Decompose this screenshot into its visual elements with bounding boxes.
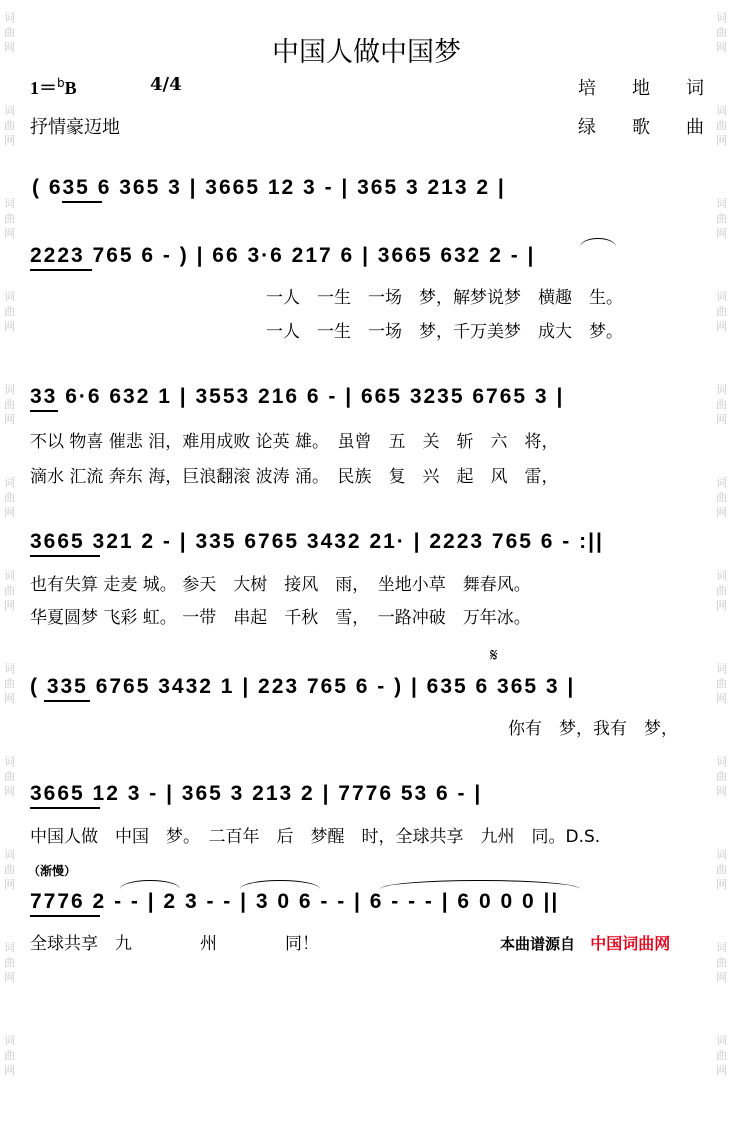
score-row-5: ( 335 6765 3432 1 | 223 765 6 - ) | 635 6 365 3 | [30, 675, 576, 698]
lyrics-row-4-verse-2: 华夏圆梦 飞彩 虹。 一带 串起 千秋 雪， 一路冲破 万年冰。 [30, 608, 531, 628]
lyrics-row-3-verse-1: 不以 物喜 催悲 泪，难用成败 论英 雄。 虽曾 五 关 斩 六 将， [30, 432, 559, 452]
slur-row-7b [240, 880, 320, 889]
lyricist: 培 地 词 [578, 78, 704, 99]
score-row-3: 33 6·6 632 1 | 3553 216 6 - | 665 3235 6765 3 | [30, 385, 565, 408]
beam-row-3 [30, 410, 58, 412]
score-row-6: 3665 12 3 - | 365 3 213 2 | 7776 53 6 - | [30, 782, 483, 805]
score-row-7: 7776 2 - - | 2 3 - - | 3 0 6 - - | 6 - - - | 6 0 0 0 || [30, 890, 560, 913]
beam-row-7 [30, 915, 100, 917]
beam-row-5 [44, 700, 90, 702]
credit-prefix: 本曲谱源自 [500, 935, 576, 953]
score-row-2: 2223 765 6 - ) | 66 3·6 217 6 | 3665 632 2 - | [30, 244, 536, 267]
key-signature: 1＝$^b$B [30, 76, 77, 98]
beam-row-1 [62, 201, 102, 203]
lyrics-row-2-verse-1: 一人 一生 一场 梦，解梦说梦 横趣 生。 [266, 288, 623, 308]
slur-row-7a [120, 880, 180, 889]
score-row-1: ( 635 6 365 3 | 3665 12 3 - | 365 3 213 2 | [32, 176, 506, 199]
score-row-4: 3665 321 2 - | 335 6765 3432 21· | 2223 765 6 - :|| [30, 530, 604, 553]
watermark-left: 词曲网 词曲网 词曲网 词曲网 词曲网 词曲网 词曲网 词曲网 词曲网 词曲网 词曲网 词曲网 [4, 11, 15, 1077]
credit-site-link[interactable]: 中国词曲网 [590, 934, 671, 953]
composer: 绿 歌 曲 [578, 117, 704, 138]
slur-row-2 [580, 238, 616, 247]
source-credit [500, 931, 670, 954]
lyrics-row-2-verse-2: 一人 一生 一场 梦，千万美梦 成大 梦。 [266, 322, 623, 342]
watermark-right: 词曲网 词曲网 词曲网 词曲网 词曲网 词曲网 词曲网 词曲网 词曲网 词曲网 词曲网 词曲网 [716, 11, 727, 1077]
slur-row-7c [380, 880, 580, 889]
ritardando-mark: （渐慢） [28, 864, 77, 878]
beam-row-4 [30, 555, 100, 557]
beam-row-6 [30, 807, 100, 809]
lyrics-row-4-verse-1: 也有失算 走麦 城。 参天 大树 接风 雨， 坐地小草 舞春风。 [30, 575, 531, 595]
segno-symbol: 𝄋 [490, 645, 498, 666]
lyrics-row-3-verse-2: 滴水 汇流 奔东 海，巨浪翻滚 波涛 涌。 民族 复 兴 起 风 雷， [30, 467, 559, 487]
time-signature: 4/4 [150, 74, 182, 95]
lyrics-row-5: 你有 梦，我有 梦， [508, 719, 678, 739]
beam-row-2 [30, 269, 92, 271]
lyrics-row-6: 中国人做 中国 梦。 二百年 后 梦醒 时，全球共享 九州 同。D.S. [30, 827, 601, 847]
tempo-expression: 抒情豪迈地 [30, 117, 120, 138]
song-title: 中国人做中国梦 [272, 37, 461, 68]
lyrics-row-7: 全球共享 九 州 同！ [30, 934, 319, 954]
